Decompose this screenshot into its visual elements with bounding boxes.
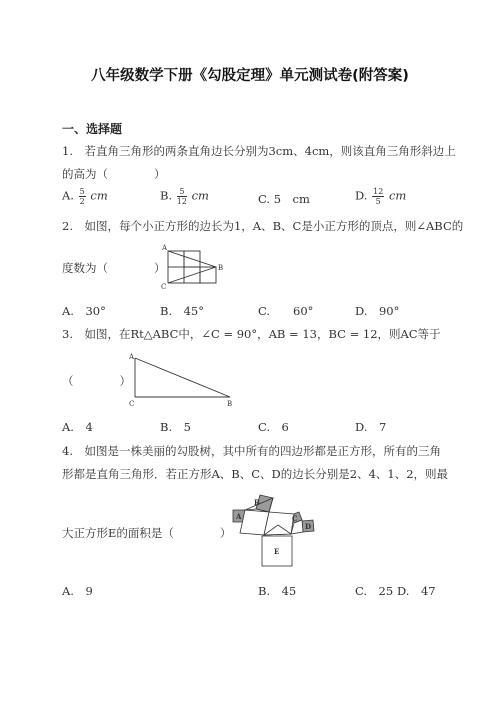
denominator: 2 <box>79 197 85 206</box>
q1-option-a[interactable] <box>62 187 108 206</box>
option-letter: C. <box>258 192 271 206</box>
unit: cm <box>388 188 407 203</box>
q4-stem-line2: 形都是直角三角形．若正方形A、B、C、D的边长分别是2、4、1、2，则最 <box>62 467 449 481</box>
unit: cm <box>90 188 108 203</box>
label-a: A <box>129 353 135 361</box>
q1-option-c[interactable] <box>258 191 310 207</box>
label-b: B <box>254 498 260 507</box>
label-a: A <box>162 244 168 252</box>
q4-stem-line1: 4. 如图是一株美丽的勾股树，其中所有的四边形都是正方形，所有的三角 <box>62 444 441 458</box>
numerator: 5 <box>79 187 85 196</box>
label-c: C <box>292 514 298 523</box>
fraction <box>79 187 86 206</box>
q1-option-d[interactable] <box>355 187 406 206</box>
q2-option-a[interactable]: A. 30° <box>62 304 106 318</box>
unit: cm <box>191 188 209 203</box>
q1-option-b[interactable] <box>160 187 209 206</box>
label-a: A <box>236 512 242 521</box>
q4-option-b[interactable]: B. 45 <box>258 584 297 598</box>
q4-option-a[interactable]: A. 9 <box>62 584 93 598</box>
q2-option-c[interactable]: C. 60° <box>258 304 314 318</box>
q4-option-d[interactable]: D. 47 <box>397 584 436 598</box>
label-b: B <box>218 264 224 272</box>
q3-stem-line1: 3. 如图，在Rt△ABC中，∠C = 90°，AB = 13，BC = 12，则AC等于 <box>62 327 441 341</box>
q1-stem-line1: 1. 若直角三角形的两条直角边长分别为3cm、4cm，则该直角三角形斜边上 <box>62 144 456 158</box>
denominator: 12 <box>176 197 187 206</box>
q3-option-c[interactable]: C. 6 <box>258 420 289 434</box>
label-d: D <box>305 522 312 531</box>
option-letter: A. <box>62 188 74 203</box>
page-title: 八年级数学下册《勾股定理》单元测试卷(附答案) <box>91 68 409 84</box>
q2-grid-figure <box>158 243 228 293</box>
q2-stem-line1: 2. 如图，每个小正方形的边长为1，A、B、C是小正方形的顶点，则∠ABC的 <box>62 219 464 233</box>
q4-pythagoras-tree-figure <box>228 490 328 575</box>
label-e: E <box>274 547 280 556</box>
q3-option-b[interactable]: B. 5 <box>160 420 191 434</box>
q3-triangle-figure <box>128 350 238 410</box>
q4-stem-line3: 大正方形E的面积是（ ） <box>62 526 232 540</box>
denominator: 5 <box>375 197 381 206</box>
q3-option-a[interactable]: A. 4 <box>62 420 93 434</box>
q3-stem-line2: （ ） <box>62 374 131 388</box>
label-c: C <box>129 400 135 408</box>
label-c: C <box>161 283 167 291</box>
q1-stem-line2: 的高为（ ） <box>62 167 166 181</box>
option-letter: B. <box>160 188 173 203</box>
numerator: 12 <box>373 187 384 196</box>
fraction <box>372 187 384 206</box>
fraction <box>177 187 187 206</box>
option-letter: D. <box>355 188 368 203</box>
q2-stem-line2: 度数为（ ） <box>62 261 166 275</box>
q2-option-d[interactable]: D. 90° <box>355 304 400 318</box>
q3-option-d[interactable]: D. 7 <box>355 420 387 434</box>
numerator: 5 <box>177 187 187 197</box>
q4-option-c[interactable]: C. 25 <box>355 584 394 598</box>
section-heading: 一、选择题 <box>62 122 123 136</box>
q2-option-b[interactable]: B. 45° <box>160 304 204 318</box>
option-text: 5 cm <box>273 192 310 206</box>
label-b: B <box>227 400 233 408</box>
